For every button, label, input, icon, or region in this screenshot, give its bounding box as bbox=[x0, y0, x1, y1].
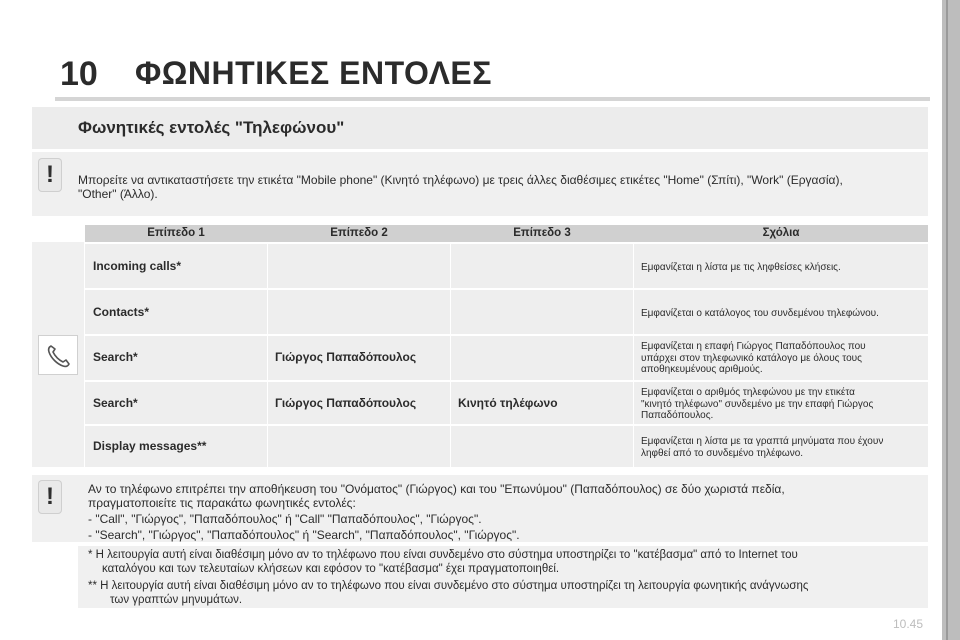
row5-level1: Display messages** bbox=[93, 439, 207, 453]
note-labels-line-2: "Other" (Άλλο). bbox=[78, 187, 158, 201]
row4-level1: Search* bbox=[93, 396, 138, 410]
warning-icon: ! bbox=[38, 158, 62, 192]
row2-comment: Εμφανίζεται ο κατάλογος του συνδεμένου τηλεφώνου. bbox=[641, 308, 879, 319]
footnote-2-line-1: ** Η λειτουργία αυτή είναι διαθέσιμη μόνο αν το τηλέφωνο που είναι συνδεμένο στο σύστημα υποστηρίζει τη λειτουργία φωνητικής ανάγνωσης bbox=[88, 580, 809, 592]
page-edge-tab bbox=[942, 0, 960, 640]
footnote-1-line-1: * Η λειτουργία αυτή είναι διαθέσιμη μόνο αν το τηλέφωνο που είναι συνδεμένο στο σύστημα υποστηρίζει το "κατέβασμα" από το Internet του bbox=[88, 549, 798, 561]
footnote-2-line-2: των γραπτών μηνυμάτων. bbox=[110, 594, 243, 606]
row2-level1: Contacts* bbox=[93, 305, 150, 319]
row4-comment: Εμφανίζεται ο αριθμός τηλεφώνου με την ετικέτα "κινητό τηλέφωνο" συνδεμένο με την επαφή Γιώργος Παπαδόπουλος. bbox=[641, 387, 874, 421]
footnote-1-line-2: καταλόγου και των τελευταίων κλήσεων και εφόσον το "κατέβασμα" έχει πραγματοποιηθεί. bbox=[102, 563, 560, 575]
note-name-fields-line-2: πραγματοποιείτε τις παρακάτω φωνητικές εντολές: bbox=[88, 496, 356, 510]
row1-level1: Incoming calls* bbox=[93, 259, 182, 273]
chapter-title: ΦΩΝΗΤΙΚΕΣ ΕΝΤΟΛΕΣ bbox=[135, 55, 492, 91]
warning-icon: ! bbox=[38, 480, 62, 514]
row3-comment: Εμφανίζεται η επαφή Γιώργος Παπαδόπουλος που υπάρχει στον τηλεφωνικό κατάλογο με όλους τους αποθηκευμένους αριθμούς. bbox=[641, 341, 866, 375]
header-divider bbox=[55, 97, 930, 101]
row1-comment: Εμφανίζεται η λίστα με τις ληφθείσες κλήσεις. bbox=[641, 262, 841, 273]
row4-level3: Κινητό τηλέφωνο bbox=[458, 396, 558, 410]
chapter-number: 10 bbox=[60, 55, 98, 93]
header-level-2: Επίπεδο 2 bbox=[330, 227, 388, 239]
note-labels-line-1: Μπορείτε να αντικαταστήσετε την ετικέτα "Mobile phone" (Κινητό τηλέφωνο) με τρεις άλλες διαθέσιμες ετικέτες "Home" (Σπίτι), "Work" (Εργασία), bbox=[78, 173, 843, 187]
note-name-fields-line-1: Αν το τηλέφωνο επιτρέπει την αποθήκευση του "Ονόματος" (Γιώργος) και του "Επωνύμου" (Παπαδόπουλος) σε δύο χωριστά πεδία, bbox=[88, 482, 785, 496]
row4-level2: Γιώργος Παπαδόπουλος bbox=[275, 396, 417, 410]
page-edge-line bbox=[946, 0, 948, 640]
header-level-3: Επίπεδο 3 bbox=[513, 227, 571, 239]
section-title: Φωνητικές εντολές "Τηλεφώνου" bbox=[78, 118, 345, 137]
phone-icon bbox=[38, 335, 78, 375]
note-bullet-search: - "Search", "Γιώργος", "Παπαδόπουλος" ή "Search", "Παπαδόπουλος", "Γιώργος". bbox=[88, 528, 520, 542]
note-bullet-call: - "Call", "Γιώργος", "Παπαδόπουλος" ή "Call" "Παπαδόπουλος", "Γιώργος". bbox=[88, 512, 482, 526]
header-comments: Σχόλια bbox=[762, 227, 800, 239]
row3-level2: Γιώργος Παπαδόπουλος bbox=[275, 350, 417, 364]
row5-comment: Εμφανίζεται η λίστα με τα γραπτά μηνύματα που έχουν ληφθεί από το συνδεμένο τηλέφωνο. bbox=[641, 436, 884, 459]
header-level-1: Επίπεδο 1 bbox=[147, 227, 205, 239]
page-number: 10.45 bbox=[893, 617, 924, 631]
row3-level1: Search* bbox=[93, 350, 138, 364]
